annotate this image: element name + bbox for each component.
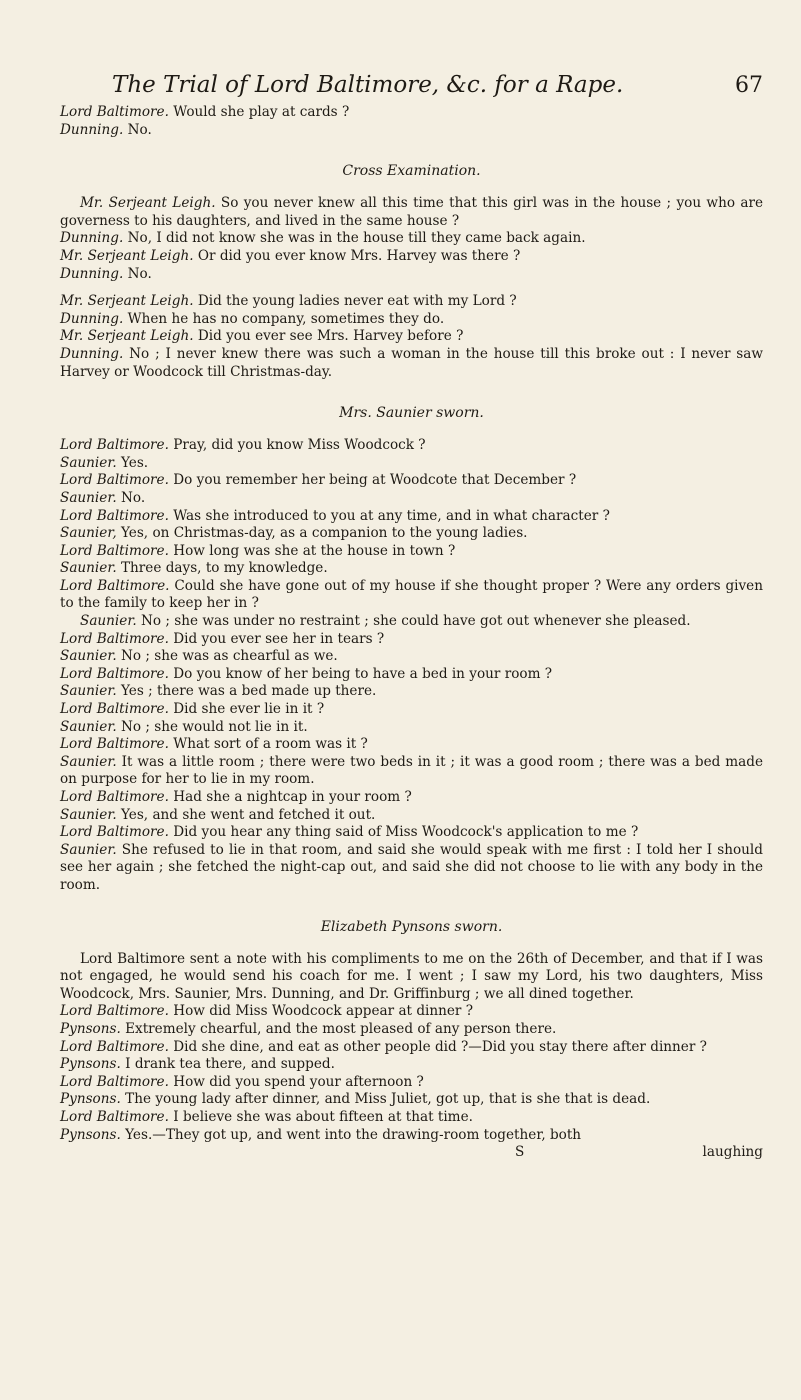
speaker: Lord Baltimore. (60, 736, 169, 753)
paragraph (60, 346, 763, 381)
speech: No. (127, 121, 152, 138)
speaker: Saunier. (60, 806, 117, 823)
speech: How did you spend your afternoon ? (173, 1073, 424, 1090)
speech: No ; I never knew there was such a woman in the house till this broke out : I never saw Harvey or Woodcock till Christmas-day. (60, 345, 763, 380)
speaker: Mr. Serjeant Leigh. (60, 247, 194, 264)
pynsons-testimony (60, 951, 763, 1145)
speaker: Lord Baltimore. (60, 701, 169, 718)
speaker: Mr. Serjeant Leigh. (60, 293, 194, 310)
section-heading: Elizabeth Pynsons sworn. (320, 918, 503, 935)
paragraph (60, 1021, 763, 1039)
paragraph (60, 311, 763, 329)
speaker: Dunning. (60, 121, 124, 138)
speaker: Lord Baltimore. (60, 824, 169, 841)
paragraph (60, 525, 763, 543)
speech: Three days, to my knowledge. (120, 560, 328, 577)
paragraph (60, 122, 763, 140)
speaker: Dunning. (60, 345, 124, 362)
speech: Or did you ever know Mrs. Harvey was there ? (197, 247, 521, 264)
speech: Did you hear any thing said of Miss Woodcock's application to me ? (173, 824, 639, 841)
speaker: Dunning. (60, 230, 124, 247)
speaker: Lord Baltimore. (60, 665, 169, 682)
paragraph (60, 195, 763, 230)
paragraph (60, 328, 763, 346)
speaker: Pynsons. (60, 1126, 121, 1143)
speech: It was a little room ; there were two beds in it ; it was a good room ; there was a bed made on purpose for her to lie in my room. (60, 753, 764, 788)
speech: The young lady after dinner, and Miss Juliet, got up, that is she that is dead. (125, 1091, 651, 1108)
paragraph (60, 1074, 763, 1092)
paragraph (60, 648, 763, 666)
speech: Did you ever see her in tears ? (173, 630, 385, 647)
paragraph: Lord Baltimore sent a note with his compliments to me on the 26th of December, and that if I was not engaged, he would send his coach for me. I went ; I saw my Lord, his two daughters, Miss Woodcock, Mrs. Saunier, Mrs. Dunning, and Dr. Griffinburg ; we all dined together. (60, 950, 763, 1002)
paragraph (60, 490, 763, 508)
speech: When he has no company, sometimes they do. (127, 310, 445, 327)
speech: No ; she would not lie in it. (120, 718, 308, 735)
speech: Do you remember her being at Woodcote that December ? (173, 472, 577, 489)
paragraph (60, 472, 763, 490)
paragraph (60, 613, 763, 631)
paragraph (60, 543, 763, 561)
speech: Would she play at cards ? (173, 104, 350, 120)
paragraph (60, 736, 763, 754)
speech: I believe she was about fifteen at that time. (173, 1108, 473, 1125)
speaker: Mr. Serjeant Leigh. (80, 195, 216, 212)
paragraph (60, 1109, 763, 1127)
paragraph (60, 683, 763, 701)
speaker: Saunier. (60, 648, 117, 665)
catchword: laughing (702, 1144, 763, 1161)
paragraph (60, 230, 763, 248)
speaker: Saunier. (60, 683, 117, 700)
paragraph (60, 508, 763, 526)
speech: Did you ever see Mrs. Harvey before ? (197, 328, 464, 345)
speaker: Saunier. (60, 753, 117, 770)
paragraph (60, 248, 763, 266)
section-heading: Cross Examination. (342, 163, 481, 180)
running-title: The Trial of Lord Baltimore, &c. for a Rape. (112, 72, 624, 98)
speaker: Saunier. (60, 841, 117, 858)
speech: Yes, on Christmas-day, as a companion to the young ladies. (120, 525, 528, 542)
speech: Did she dine, and eat as other people did ?—Did you stay there after dinner ? (173, 1038, 707, 1055)
speech: Could she have gone out of my house if she thought proper ? Were any orders given to the family to keep her in ? (60, 577, 763, 612)
speech: No. (127, 265, 152, 282)
speech: Yes.—They got up, and went into the drawing-room together, both (125, 1126, 582, 1143)
paragraph (60, 631, 763, 649)
speaker: Lord Baltimore. (60, 104, 169, 120)
speaker: Lord Baltimore. (60, 1038, 169, 1055)
paragraph (60, 578, 763, 613)
speaker: Lord Baltimore. (60, 1108, 169, 1125)
saunier-testimony (60, 437, 763, 894)
speaker: Dunning. (60, 265, 124, 282)
speech: No. (120, 489, 146, 506)
paragraph (60, 842, 763, 895)
cross-examination (60, 195, 763, 381)
speaker: Saunier, (60, 525, 117, 542)
speaker: Lord Baltimore. (60, 542, 169, 559)
paragraph (60, 266, 763, 284)
speaker: Lord Baltimore. (60, 437, 169, 454)
opening-exchange (60, 104, 763, 139)
speaker: Lord Baltimore. (60, 472, 169, 489)
speaker: Saunier. (60, 560, 117, 577)
speech: No ; she was as chearful as we. (120, 648, 338, 665)
paragraph (60, 701, 763, 719)
signature-mark: S (515, 1144, 525, 1161)
paragraph (60, 1091, 763, 1109)
speaker: Pynsons. (60, 1091, 121, 1108)
speaker: Saunier. (80, 613, 137, 630)
speaker: Lord Baltimore. (60, 577, 170, 594)
speech: Do you know of her being to have a bed in your room ? (173, 665, 553, 682)
paragraph (60, 1127, 763, 1145)
speech: Yes. (120, 454, 149, 471)
paragraph (60, 293, 763, 311)
speaker: Dunning. (60, 310, 124, 327)
speaker: Saunier. (60, 489, 117, 506)
speech: Extremely chearful, and the most pleased of any person there. (125, 1020, 557, 1037)
speech: Had she a nightcap in your room ? (173, 789, 412, 805)
speech: How long was she at the house in town ? (173, 542, 456, 559)
paragraph (60, 104, 763, 122)
speech: No ; she was under no restraint ; she could have got out whenever she pleased. (140, 613, 691, 630)
speech: She refused to lie in that room, and said she would speak with me first : I told her I should see her again ; she fetched the night-cap out, and said she did not choose to lie with any body in the room. (60, 841, 763, 893)
speech: Yes, and she went and fetched it out. (120, 806, 376, 823)
paragraph (60, 824, 763, 842)
page-number: 67 (735, 73, 763, 98)
speech: Did she ever lie in it ? (173, 701, 325, 718)
running-head (112, 72, 763, 98)
speech: Pray, did you know Miss Woodcock ? (173, 437, 426, 454)
speech: Was she introduced to you at any time, and in what character ? (173, 507, 610, 524)
paragraph (60, 719, 763, 737)
paragraph (60, 807, 763, 825)
paragraph (60, 666, 763, 684)
speaker: Lord Baltimore. (60, 630, 169, 647)
catchline (60, 1144, 763, 1161)
speaker: Mr. Serjeant Leigh. (60, 328, 194, 345)
speaker: Pynsons. (60, 1020, 121, 1037)
paragraph (60, 1003, 763, 1021)
speech: Did the young ladies never eat with my Lord ? (197, 293, 517, 310)
spacer (60, 283, 763, 293)
paragraph (60, 1039, 763, 1057)
speaker: Pynsons. (60, 1056, 121, 1073)
speaker: Lord Baltimore. (60, 1003, 169, 1020)
speaker: Lord Baltimore. (60, 789, 169, 805)
paragraph (60, 455, 763, 473)
speaker: Saunier. (60, 454, 117, 471)
paragraph (60, 754, 763, 789)
speech: What sort of a room was it ? (173, 736, 368, 753)
paragraph (60, 560, 763, 578)
speech: So you never knew all this time that this girl was in the house ; you who are governess to his daughters, and lived in the same house ? (60, 195, 763, 229)
paragraph (60, 437, 763, 455)
paragraph (60, 1056, 763, 1074)
paragraph (60, 789, 763, 807)
speaker: Lord Baltimore. (60, 1073, 169, 1090)
section-heading: Mrs. Saunier sworn. (339, 405, 484, 422)
speaker: Saunier. (60, 718, 117, 735)
speaker: Lord Baltimore. (60, 507, 169, 524)
speech: Yes ; there was a bed made up there. (120, 683, 377, 700)
speech: No, I did not know she was in the house till they came back again. (127, 230, 586, 247)
speech: I drank tea there, and supped. (125, 1056, 335, 1073)
speech: How did Miss Woodcock appear at dinner ? (173, 1003, 474, 1020)
